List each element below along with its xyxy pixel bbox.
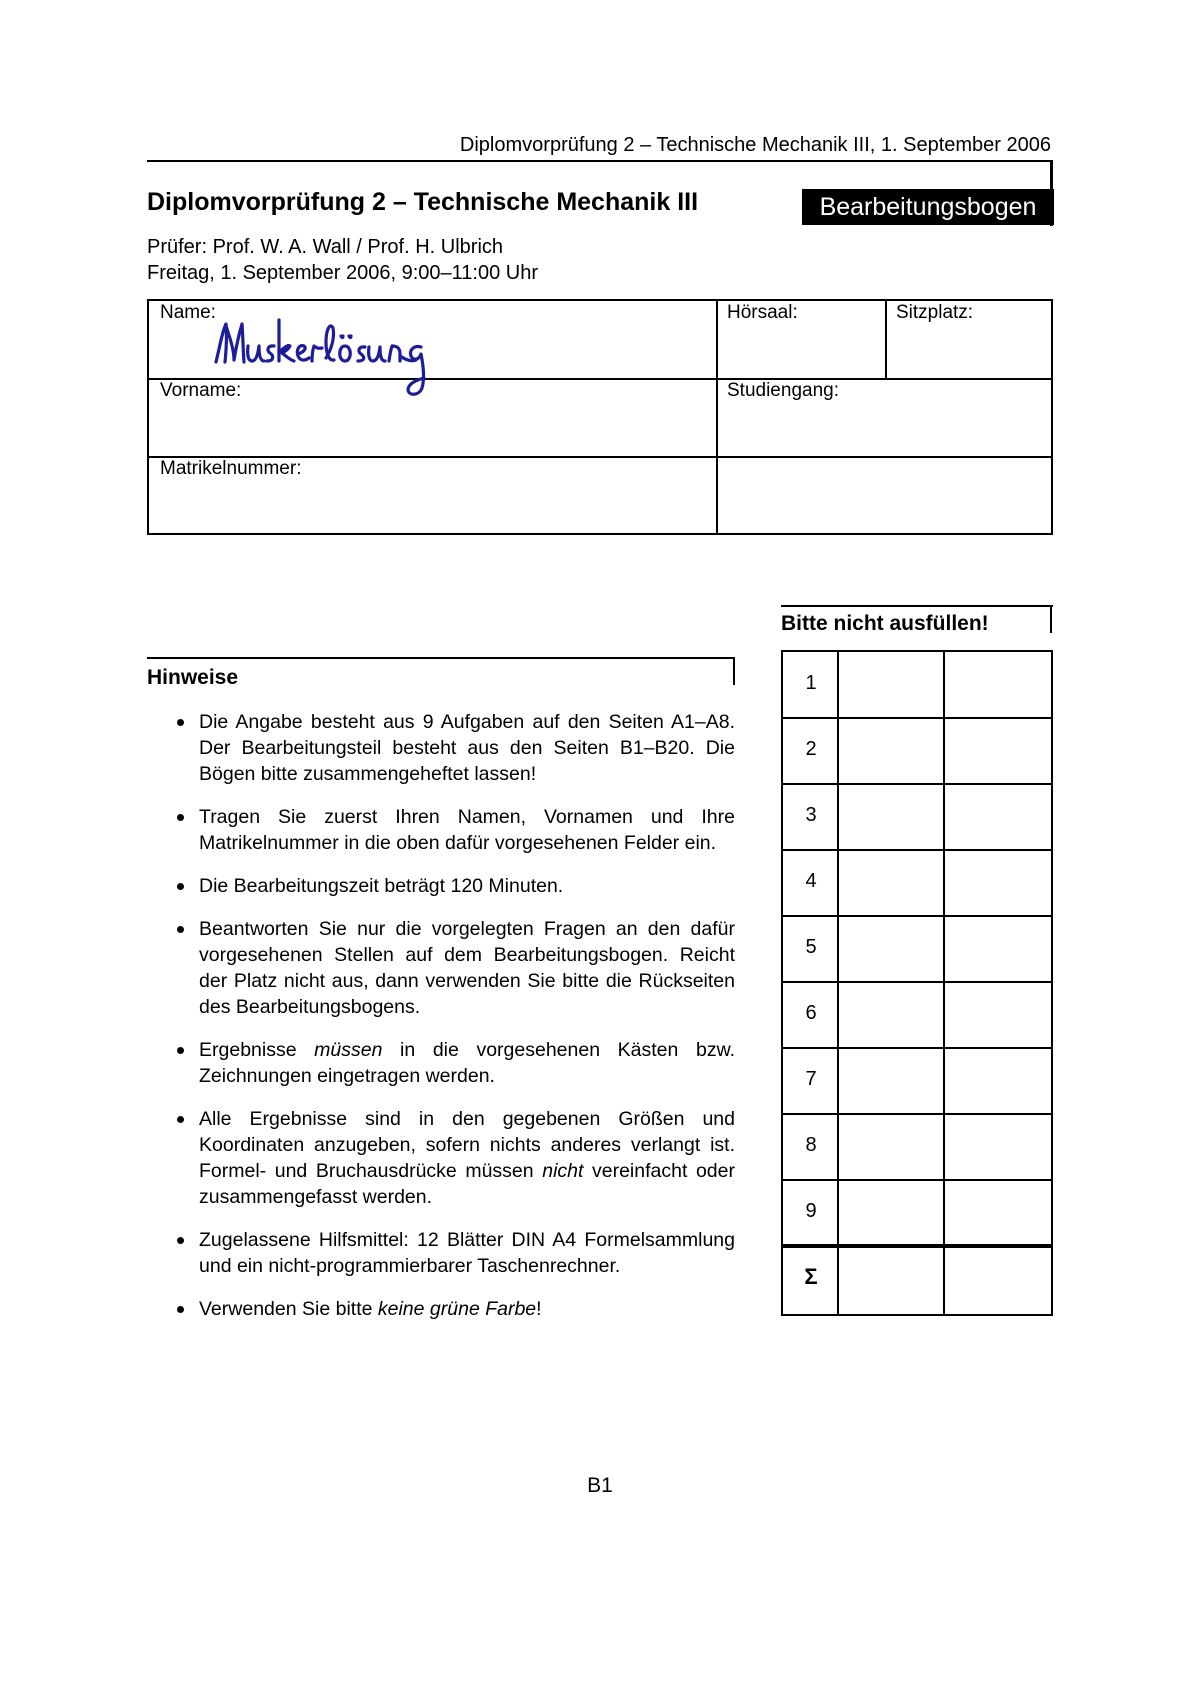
hint-item <box>170 1227 735 1279</box>
hint-item <box>170 709 735 787</box>
grading-row-divider <box>783 1047 1051 1049</box>
grading-row-number: 8 <box>805 1134 817 1156</box>
grading-row-number: 9 <box>805 1200 817 1222</box>
hint-text: Alle Ergebnisse sind in den gegebenen Größen und Koordinaten anzugeben, sofern nichts anderes verlangt ist. Formel- und Bruchausdrücke müssen <box>199 1108 735 1182</box>
hint-text: Zugelassene Hilfsmittel: 12 Blätter DIN A4 Formelsammlung und ein nicht-programmierbarer Taschenrechner. <box>199 1229 735 1277</box>
hint-text: in die vorgesehenen Kästen bzw. Zeichnungen eingetragen werden. <box>199 1039 735 1087</box>
sheet-type-badge: Bearbeitungsbogen <box>802 189 1054 225</box>
bullet-icon <box>177 1306 184 1313</box>
hint-text: ! <box>536 1298 542 1320</box>
hint-text: Die Angabe besteht aus 9 Aufgaben auf den Seiten A1–A8. Der Bearbeitungsteil besteht aus den Seiten B1–B20. Die Bögen bitte zusammengeheftet lassen! <box>199 711 735 785</box>
header-rule <box>147 160 1053 162</box>
grading-title: Bitte nicht ausfüllen! <box>781 612 989 635</box>
grading-row-number: 4 <box>805 870 817 892</box>
hint-item <box>170 1106 735 1210</box>
grading-row-divider <box>783 849 1051 851</box>
grading-row-number: 5 <box>805 936 817 958</box>
grading-row-number: 3 <box>805 804 817 826</box>
grading-sum-symbol: Σ <box>804 1264 818 1289</box>
examiners-line: Prüfer: Prof. W. A. Wall / Prof. H. Ulbrich <box>147 236 504 258</box>
form-divider-vertical-main <box>716 301 718 533</box>
form-divider-vertical-seat <box>885 301 887 379</box>
hint-item <box>170 804 735 856</box>
hint-text: Die Bearbeitungszeit beträgt 120 Minuten. <box>199 875 564 897</box>
hoersaal-field-label: Hörsaal: <box>727 302 798 323</box>
hint-item <box>170 1296 735 1322</box>
sitzplatz-field-label: Sitzplatz: <box>896 302 974 323</box>
studiengang-field-label: Studiengang: <box>727 380 839 401</box>
grading-row-number: 2 <box>805 738 817 760</box>
bullet-icon <box>177 926 184 933</box>
hint-emphasis: keine grüne Farbe <box>377 1298 537 1320</box>
grading-col-divider-2 <box>943 652 945 1314</box>
grading-row-divider <box>783 915 1051 917</box>
hint-emphasis: nicht <box>542 1160 584 1182</box>
grading-table <box>781 650 1053 1316</box>
hint-text: Beantworten Sie nur die vorgelegten Fragen an den dafür vorgesehenen Stellen auf dem Bearbeitungsbogen. Reicht der Platz nicht aus, dann verwenden Sie bitte die Rückseiten des Bearbeitungsbogens. <box>199 918 735 1018</box>
grading-row-divider <box>783 717 1051 719</box>
hint-text: Tragen Sie zuerst Ihren Namen, Vornamen und Ihre Matrikelnummer in die oben dafür vorgesehenen Felder ein. <box>199 806 735 854</box>
bullet-icon <box>177 814 184 821</box>
hints-list <box>170 709 735 1339</box>
exam-date-line: Freitag, 1. September 2006, 9:00–11:00 Uhr <box>147 262 538 284</box>
page-number: B1 <box>587 1474 613 1497</box>
bullet-icon <box>177 1047 184 1054</box>
hint-text: Verwenden Sie bitte <box>199 1298 378 1320</box>
handwritten-name-signature <box>212 316 492 400</box>
matrikel-field-label: Matrikelnummer: <box>160 458 302 479</box>
hint-item <box>170 1037 735 1089</box>
bullet-icon <box>177 883 184 890</box>
running-header: Diplomvorprüfung 2 – Technische Mechanik III, 1. September 2006 <box>459 134 1051 156</box>
bullet-icon <box>177 719 184 726</box>
grading-row-number: 7 <box>805 1068 817 1090</box>
grading-row-number: 6 <box>805 1002 817 1024</box>
grading-row-divider <box>783 1179 1051 1181</box>
vorname-field-label: Vorname: <box>160 380 242 401</box>
grading-row-number: 1 <box>805 672 817 694</box>
hint-text: vereinfacht oder zusammengefasst werden. <box>199 1160 735 1208</box>
exam-title: Diplomvorprüfung 2 – Technische Mechanik III <box>147 188 699 216</box>
hints-rule-tick <box>733 657 735 685</box>
grading-row-divider <box>783 981 1051 983</box>
hint-item <box>170 873 735 899</box>
hint-item <box>170 916 735 1020</box>
grading-row-divider <box>783 783 1051 785</box>
grading-row-divider <box>783 1113 1051 1115</box>
name-field-label: Name: <box>160 302 216 323</box>
bullet-icon <box>177 1116 184 1123</box>
hints-rule <box>147 657 735 659</box>
grading-rule-tick <box>1050 605 1052 633</box>
grading-sum-divider <box>783 1244 1051 1248</box>
hint-emphasis: müssen <box>314 1039 383 1061</box>
hint-text: Ergebnisse <box>199 1039 315 1061</box>
hints-title: Hinweise <box>147 666 239 689</box>
bullet-icon <box>177 1237 184 1244</box>
grading-rule <box>781 605 1053 607</box>
